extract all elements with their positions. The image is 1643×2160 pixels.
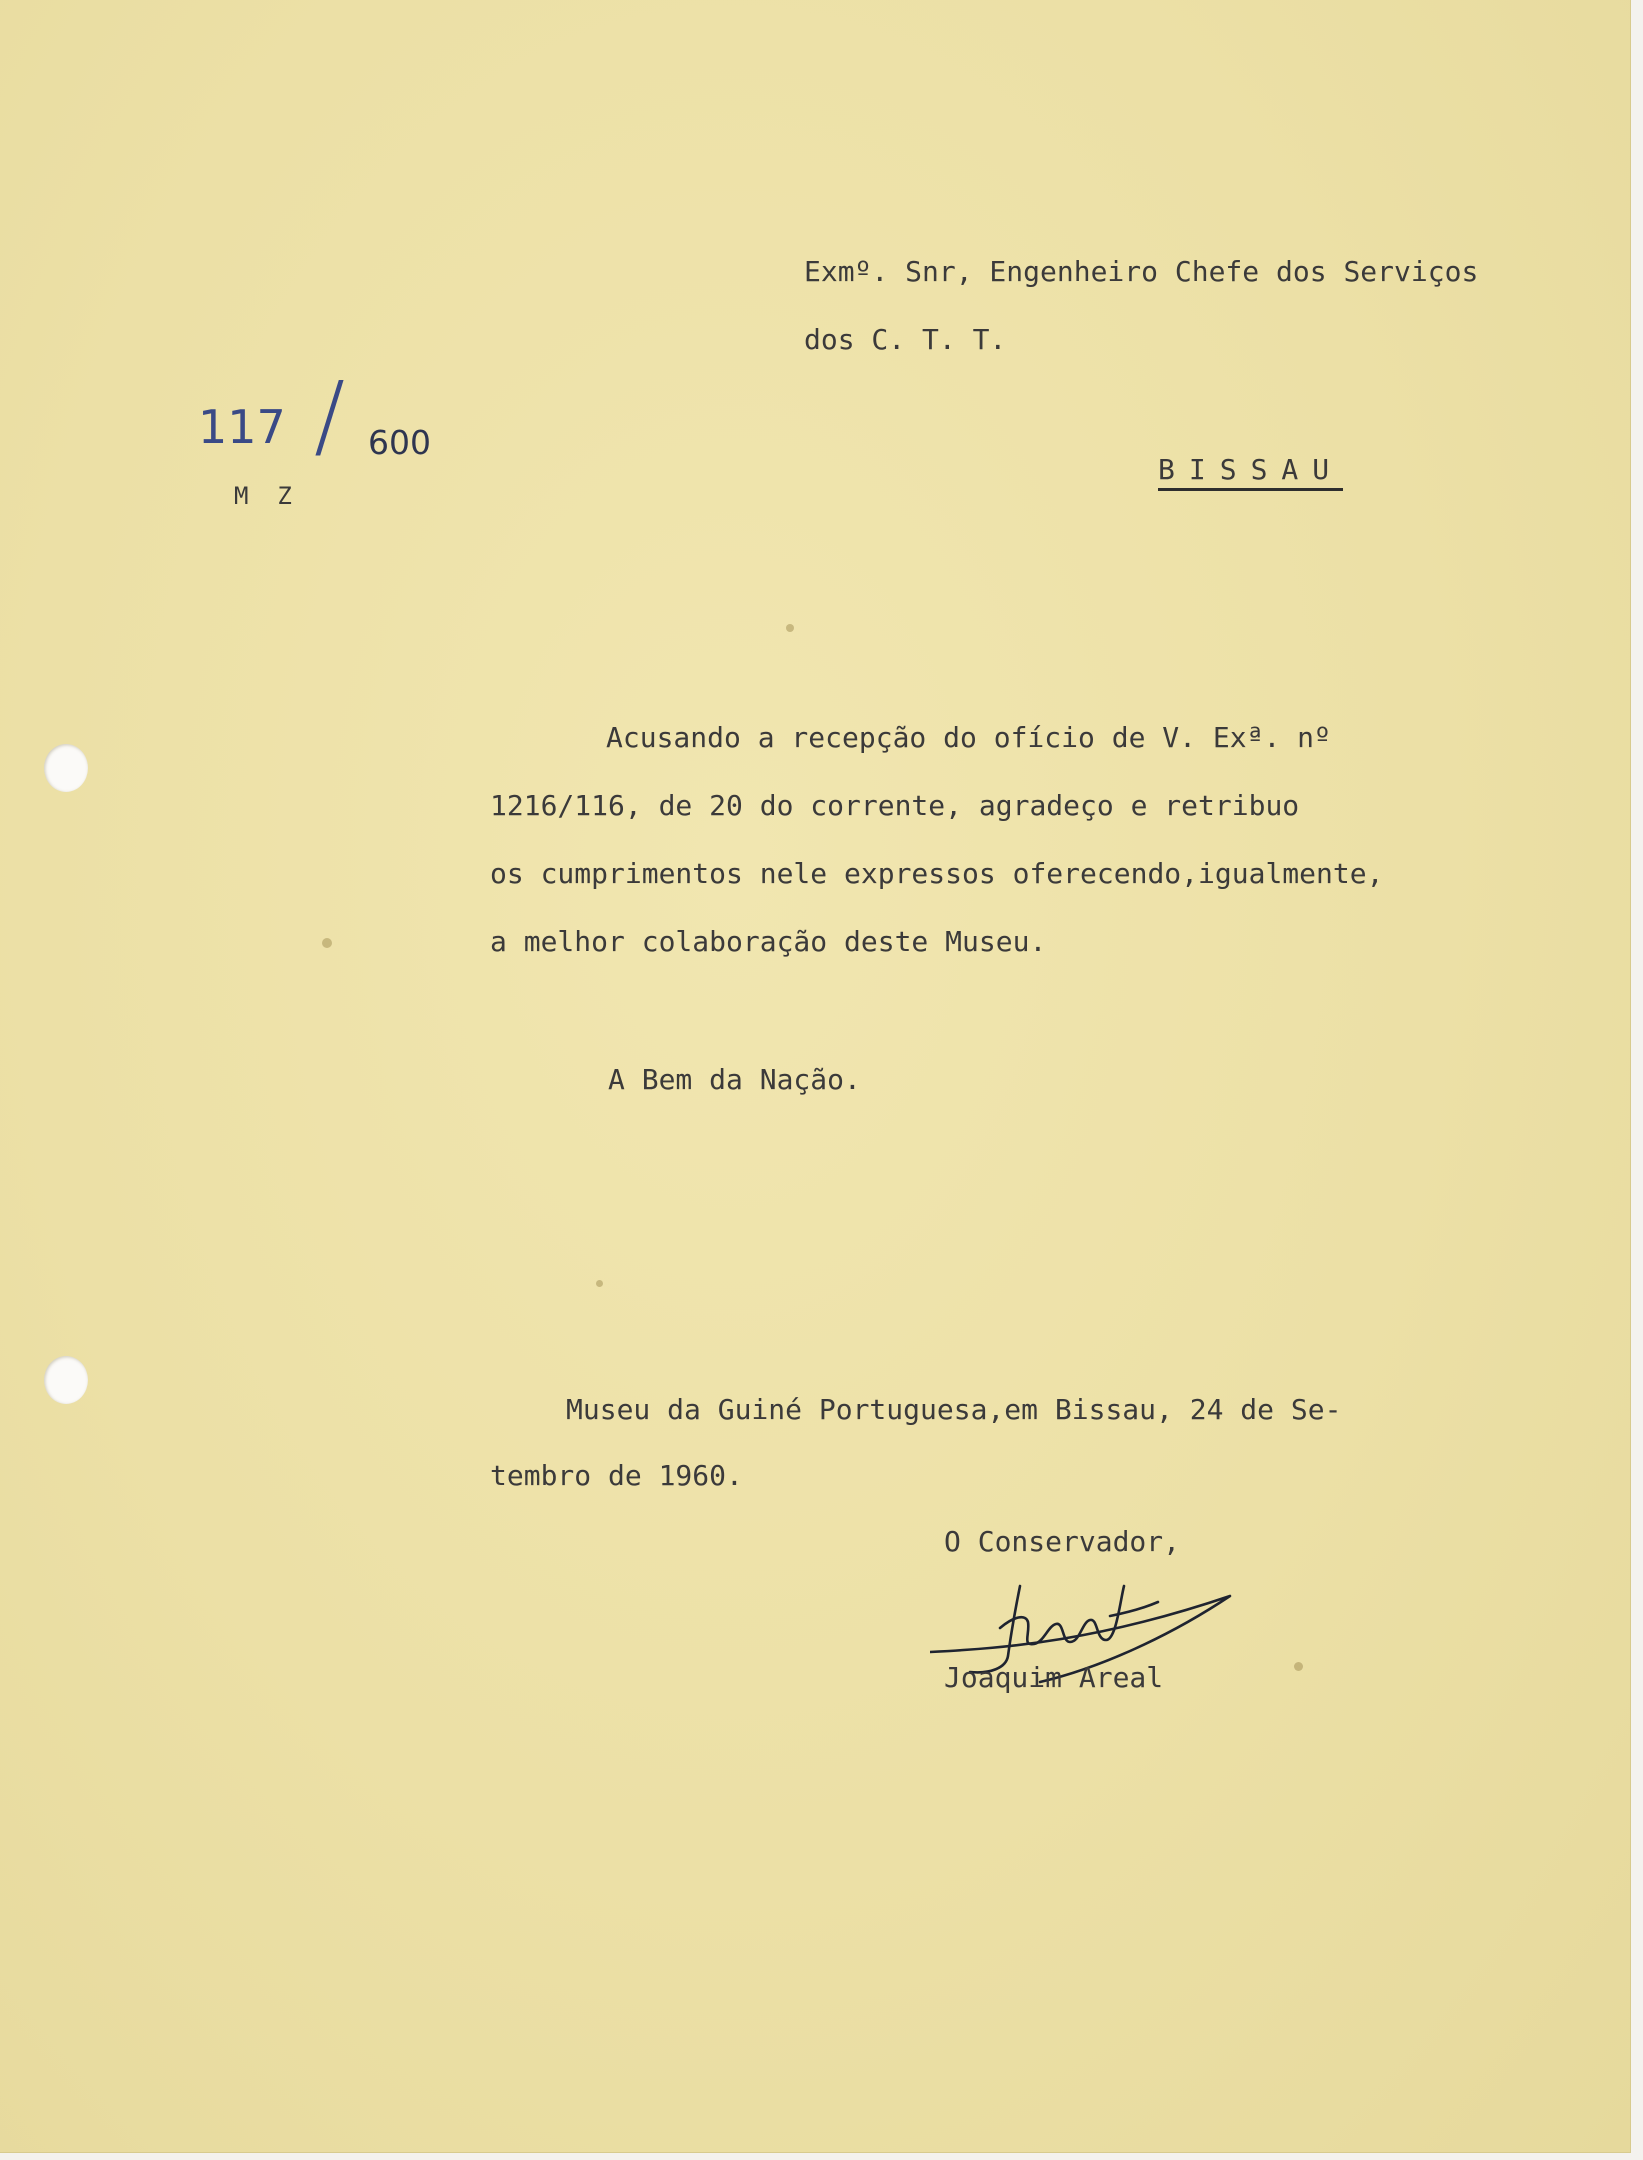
destination-city: BISSAU — [1158, 456, 1343, 491]
reference-code: 600 — [368, 423, 431, 462]
reference-slash: / — [314, 362, 345, 469]
place-date-line-1: Museu da Guiné Portuguesa,em Bissau, 24 de Se- — [566, 1393, 1342, 1426]
paper-speck — [1294, 1662, 1303, 1671]
paper-speck — [786, 624, 794, 632]
signatory-title: O Conservador, — [944, 1525, 1181, 1558]
paper-speck — [596, 1280, 603, 1287]
signatory-name: Joaquim Areal — [944, 1661, 1164, 1694]
body-line-2: 1216/116, de 20 do corrente, agradeço e retribuo — [490, 789, 1300, 822]
place-date-line-2: tembro de 1960. — [490, 1459, 743, 1492]
reference-number: 117 — [198, 400, 286, 454]
addressee-line-2: dos C. T. T. — [804, 323, 1007, 356]
addressee-line-1: Exmº. Snr, Engenheiro Chefe dos Serviços — [804, 255, 1479, 288]
salutation: A Bem da Nação. — [608, 1063, 861, 1096]
body-line-4: a melhor colaboração deste Museu. — [490, 925, 1047, 958]
paper-speck — [322, 938, 332, 948]
punch-hole-lower — [44, 1356, 88, 1404]
body-line-3: os cumprimentos nele expressos oferecendo,igualmente, — [490, 857, 1384, 890]
punch-hole-upper — [44, 744, 88, 792]
reference-initials: M Z — [234, 482, 292, 510]
body-line-1: Acusando a recepção do ofício de V. Exª. nº — [606, 721, 1331, 754]
